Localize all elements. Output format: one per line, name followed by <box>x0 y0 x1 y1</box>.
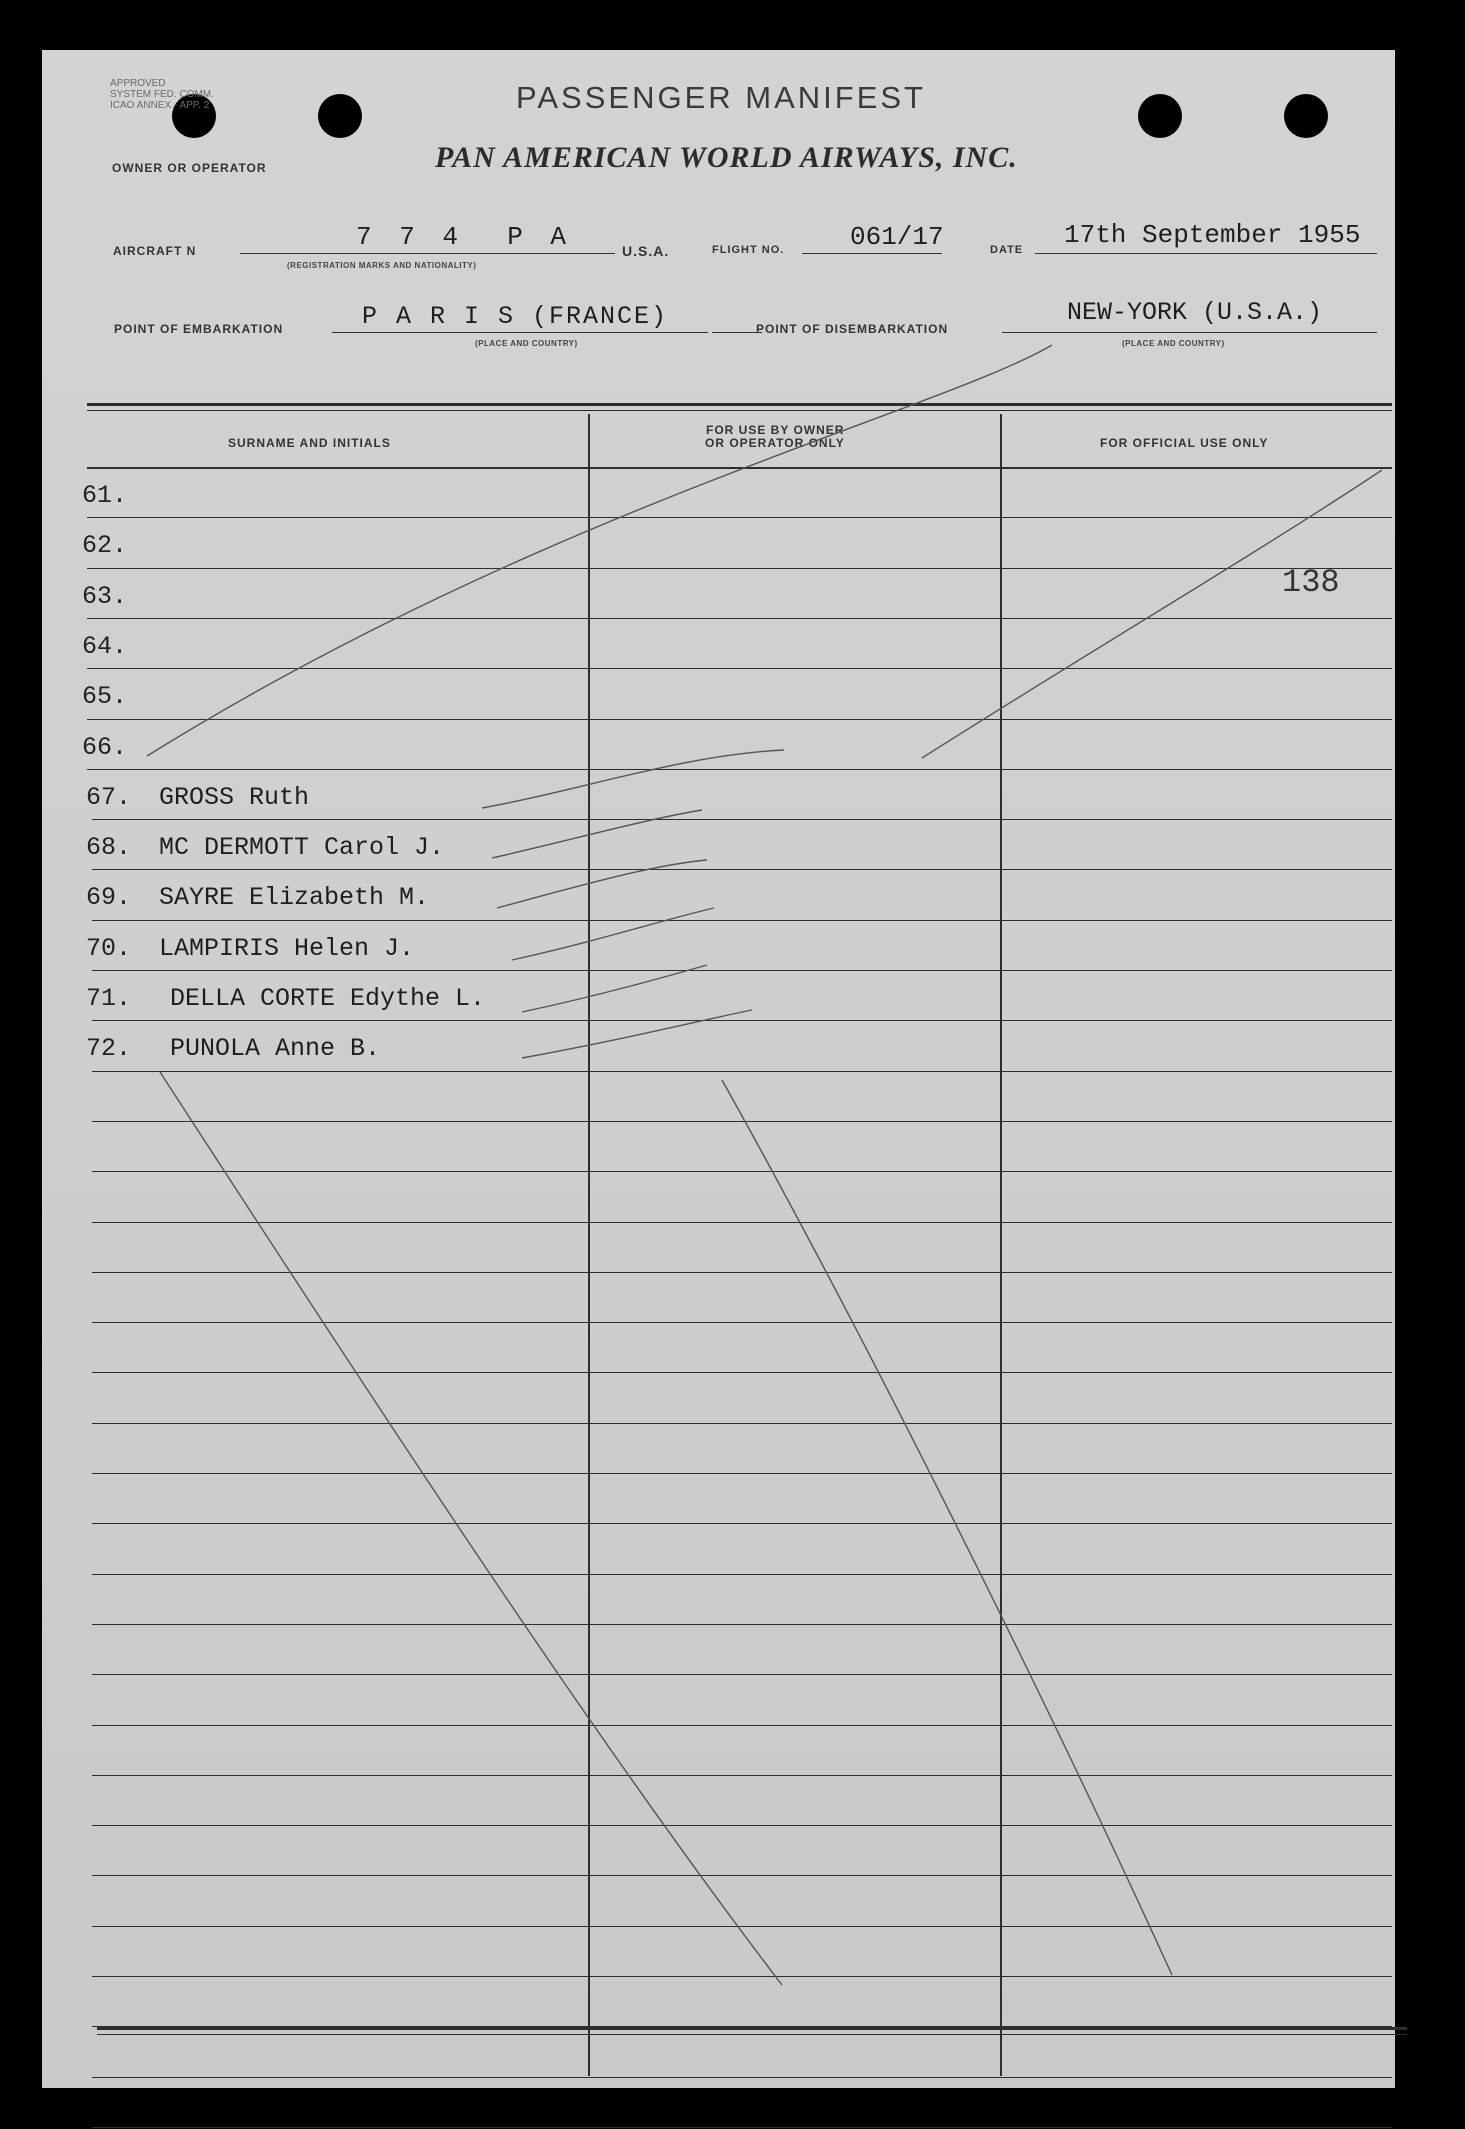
row-rule <box>92 1473 1392 1474</box>
registration-sublabel: (REGISTRATION MARKS AND NATIONALITY) <box>287 261 477 270</box>
punch-hole <box>318 94 362 138</box>
row-rule <box>92 1775 1392 1776</box>
row-rule <box>92 1171 1392 1172</box>
usa-label: U.S.A. <box>622 243 670 259</box>
disembarkation-sublabel: (PLACE AND COUNTRY) <box>1122 339 1225 348</box>
cancel-stroke <box>522 1010 752 1058</box>
row-number: 64. <box>82 632 128 661</box>
row-rule <box>92 869 1392 870</box>
row-rule <box>92 1674 1392 1675</box>
manifest-sheet <box>42 50 1395 2088</box>
row-rule <box>92 1875 1392 1876</box>
cancel-stroke <box>722 1080 1172 1975</box>
row-rule <box>92 1523 1392 1524</box>
passenger-name: LAMPIRIS Helen J. <box>159 934 415 963</box>
embarkation-place: P A R I S (FRANCE) <box>362 302 669 331</box>
cancel-stroke <box>512 908 714 960</box>
row-rule <box>92 1121 1392 1122</box>
aircraft-label: AIRCRAFT N <box>113 244 197 258</box>
row-number: 69. <box>86 883 132 912</box>
passenger-name: DELLA CORTE Edythe L. <box>170 984 486 1013</box>
table-top-rule <box>87 403 1392 406</box>
owner-name: PAN AMERICAN WORLD AIRWAYS, INC. <box>435 141 1018 174</box>
stamp-line: SYSTEM FED. COMM. <box>110 89 214 100</box>
stamp-line: ICAO ANNEX - APP. 2 <box>110 100 210 111</box>
row-rule <box>92 1624 1392 1625</box>
row-number: 72. <box>86 1034 132 1063</box>
official-number: 138 <box>1282 564 1340 601</box>
row-rule <box>92 1222 1392 1223</box>
column-header-official: FOR OFFICIAL USE ONLY <box>1100 436 1269 450</box>
owner-label: OWNER OR OPERATOR <box>112 161 267 175</box>
row-rule <box>92 1423 1392 1424</box>
row-number: 65. <box>82 682 128 711</box>
row-rule <box>87 668 1392 669</box>
passenger-name: GROSS Ruth <box>159 783 310 812</box>
row-rule <box>87 719 1392 720</box>
row-rule <box>92 1071 1392 1072</box>
row-number: 67. <box>86 783 132 812</box>
cancel-stroke <box>497 860 707 908</box>
header-underline <box>87 467 1392 469</box>
row-rule <box>92 1976 1392 1977</box>
row-number: 62. <box>82 531 128 560</box>
row-rule <box>92 970 1392 971</box>
cancel-stroke <box>922 470 1382 758</box>
cancellation-strokes <box>42 50 1395 2088</box>
stamp-line: APPROVED <box>110 78 166 89</box>
column-header-surname: SURNAME AND INITIALS <box>228 436 391 450</box>
cancel-stroke <box>160 1072 782 1985</box>
row-rule <box>92 1926 1392 1927</box>
passenger-name: SAYRE Elizabeth M. <box>159 883 430 912</box>
row-rule <box>92 1322 1392 1323</box>
approval-stamp <box>110 78 214 111</box>
row-rule <box>92 1574 1392 1575</box>
column-divider <box>1000 414 1002 2076</box>
row-rule <box>92 1020 1392 1021</box>
embarkation-label: POINT OF EMBARKATION <box>114 322 284 336</box>
row-number: 70. <box>86 934 132 963</box>
aircraft-registration: 7 7 4 P A <box>356 222 573 252</box>
row-number: 63. <box>82 582 128 611</box>
row-rule <box>92 1272 1392 1273</box>
punch-hole <box>1284 94 1328 138</box>
passenger-name: MC DERMOTT Carol J. <box>159 833 445 862</box>
row-rule <box>87 568 1392 569</box>
flight-no-label: FLIGHT NO. <box>712 244 785 256</box>
disembarkation-place: NEW-YORK (U.S.A.) <box>1067 298 1323 327</box>
row-rule <box>92 1372 1392 1373</box>
row-rule <box>92 2127 1392 2128</box>
row-rule <box>87 517 1392 518</box>
row-number: 68. <box>86 833 132 862</box>
column-header-owner-line1: FOR USE BY OWNER <box>706 423 845 437</box>
cancel-stroke <box>522 965 707 1012</box>
cancel-stroke <box>492 810 702 858</box>
column-divider <box>588 414 590 2076</box>
column-header-owner-line2: OR OPERATOR ONLY <box>705 436 845 450</box>
row-rule <box>87 769 1392 770</box>
table-bottom-rule <box>97 2027 1407 2030</box>
date-label: DATE <box>990 244 1024 256</box>
row-number: 66. <box>82 733 128 762</box>
punch-hole <box>1138 94 1182 138</box>
row-number: 71. <box>86 984 132 1013</box>
row-rule <box>87 618 1392 619</box>
row-rule <box>92 819 1392 820</box>
cancel-stroke <box>482 750 784 808</box>
row-rule <box>92 920 1392 921</box>
row-rule <box>92 1725 1392 1726</box>
passenger-name: PUNOLA Anne B. <box>170 1034 381 1063</box>
flight-date: 17th September 1955 <box>1064 220 1361 250</box>
embarkation-sublabel: (PLACE AND COUNTRY) <box>475 339 578 348</box>
flight-number: 061/17 <box>850 222 944 252</box>
page-title: PASSENGER MANIFEST <box>516 80 926 115</box>
disembarkation-label: POINT OF DISEMBARKATION <box>756 322 949 336</box>
row-number: 61. <box>82 481 128 510</box>
row-rule <box>92 1825 1392 1826</box>
row-rule <box>92 2077 1392 2078</box>
cancel-stroke <box>147 345 1052 756</box>
